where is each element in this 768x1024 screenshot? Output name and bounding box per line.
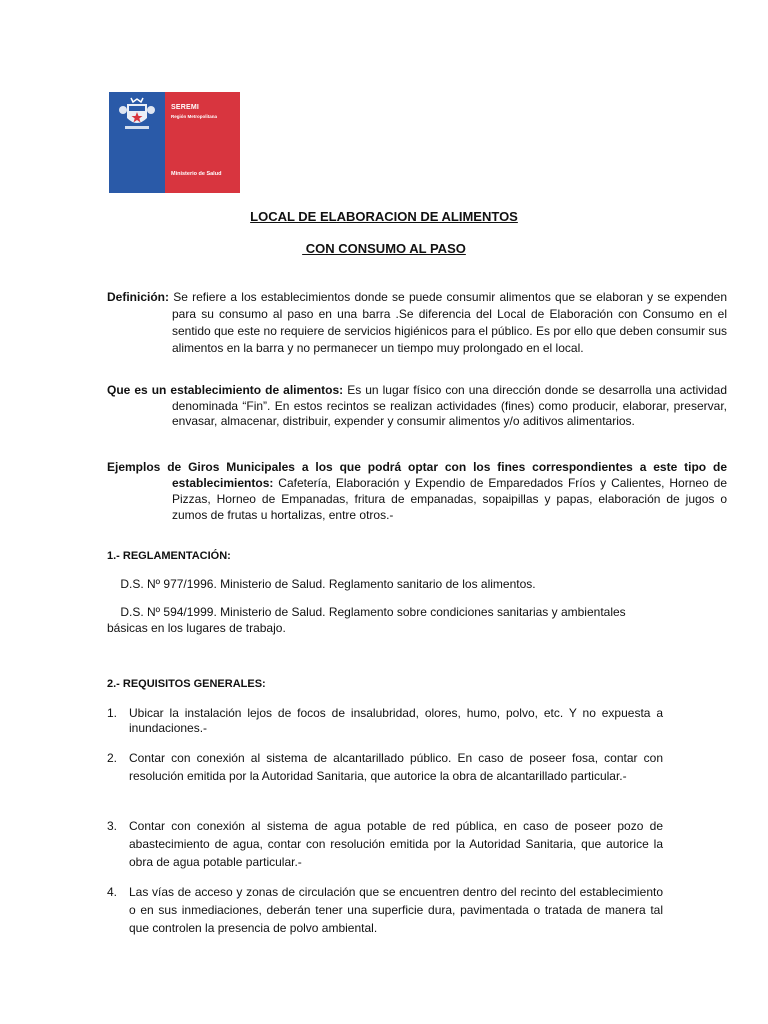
requirement-item bbox=[107, 706, 663, 736]
examples-label: Ejemplos de Giros Municipales a los que podrá optar con los fines correspondientes a este tipo de establecimientos: bbox=[107, 460, 727, 490]
establishment-paragraph bbox=[107, 383, 727, 430]
requirement-text: Contar con conexión al sistema de agua potable de red pública, en caso de poseer pozo de abastecimiento de agua, contar con resolución emitida por la Autoridad Sanitaria, que autorice la obra de agua potable particular.- bbox=[129, 819, 663, 869]
requirement-text: Contar con conexión al sistema de alcantarillado público. En caso de poseer fosa, contar con resolución emitida por la Autoridad Sanitaria, que autorice la obra de alcantarillado particular.- bbox=[129, 751, 663, 783]
regulation-item bbox=[107, 576, 663, 592]
requirement-text: Las vías de acceso y zonas de circulación que se encuentren dentro del recinto del establecimiento o en sus inmediaciones, deberán tener una superficie dura, pavimentada o tratada de manera tal que controlen la presencia de polvo ambiental. bbox=[129, 885, 663, 935]
definition-label: Definición: bbox=[107, 290, 169, 304]
requirement-number: 3. bbox=[107, 819, 118, 833]
requirement-text: Ubicar la instalación lejos de focos de insalubridad, olores, humo, polvo, etc. Y no expuesta a inundaciones.- bbox=[129, 706, 663, 735]
seremi-logo bbox=[109, 92, 240, 193]
document-subtitle bbox=[0, 241, 768, 256]
requirement-item bbox=[107, 817, 663, 871]
definition-paragraph bbox=[107, 289, 727, 357]
logo-ministry: Ministerio de Salud bbox=[171, 171, 222, 177]
regulation-item-text: D.S. Nº 977/1996. Ministerio de Salud. Reglamento sanitario de los alimentos. bbox=[120, 577, 536, 591]
requirement-item bbox=[107, 749, 663, 785]
logo-blue-panel bbox=[109, 92, 165, 193]
coat-of-arms-icon bbox=[117, 96, 157, 132]
requirement-number: 4. bbox=[107, 885, 118, 899]
examples-paragraph bbox=[107, 459, 727, 523]
requirement-number: 1. bbox=[107, 706, 118, 720]
logo-name: SEREMI bbox=[171, 104, 200, 111]
establishment-label: Que es un establecimiento de alimentos: bbox=[107, 383, 344, 397]
logo-red-panel bbox=[165, 92, 240, 193]
regulation-heading: 1.- REGLAMENTACIÓN: bbox=[107, 550, 231, 562]
document-title-line2: CON CONSUMO AL PASO bbox=[302, 241, 466, 256]
logo-region: Región Metropolitana bbox=[171, 114, 217, 119]
regulation-item bbox=[107, 604, 663, 636]
requirement-item bbox=[107, 883, 663, 937]
document-title-line1: LOCAL DE ELABORACION DE ALIMENTOS bbox=[250, 209, 518, 224]
establishment-text: Es un lugar físico con una dirección donde se desarrolla una actividad denominada “Fin”. En estos recintos se realizan actividades (fines) como producir, elaborar, preservar, envasar, almacenar, distribuir, expender y consumir alimentos y/o aditivos alimentarios. bbox=[172, 383, 727, 428]
regulation-item-text: D.S. Nº 594/1999. Ministerio de Salud. Reglamento sobre condiciones sanitarias y ambientales básicas en los lugares de trabajo. bbox=[107, 605, 626, 635]
document-title bbox=[0, 209, 768, 224]
definition-text: Se refiere a los establecimientos donde se puede consumir alimentos que se elaboran y se expenden para su consumo al paso en una barra .Se diferencia del Local de Elaboración con Consumo en el sentido que este no requiere de servicios higiénicos para el público. Es por ello que deben consumir sus alimentos en la barra y no permanecer un tiempo muy prolongado en el local. bbox=[172, 290, 727, 355]
examples-text: Cafetería, Elaboración y Expendio de Emparedados Fríos y Calientes, Horneo de Pizzas, Horneo de Empanadas, fritura de empanadas, sopaipillas y papas, elaboración de jugos o zumos de frutas u hortalizas, entre otros.- bbox=[172, 476, 727, 522]
requirements-heading: 2.- REQUISITOS GENERALES: bbox=[107, 678, 266, 690]
requirement-number: 2. bbox=[107, 751, 118, 765]
